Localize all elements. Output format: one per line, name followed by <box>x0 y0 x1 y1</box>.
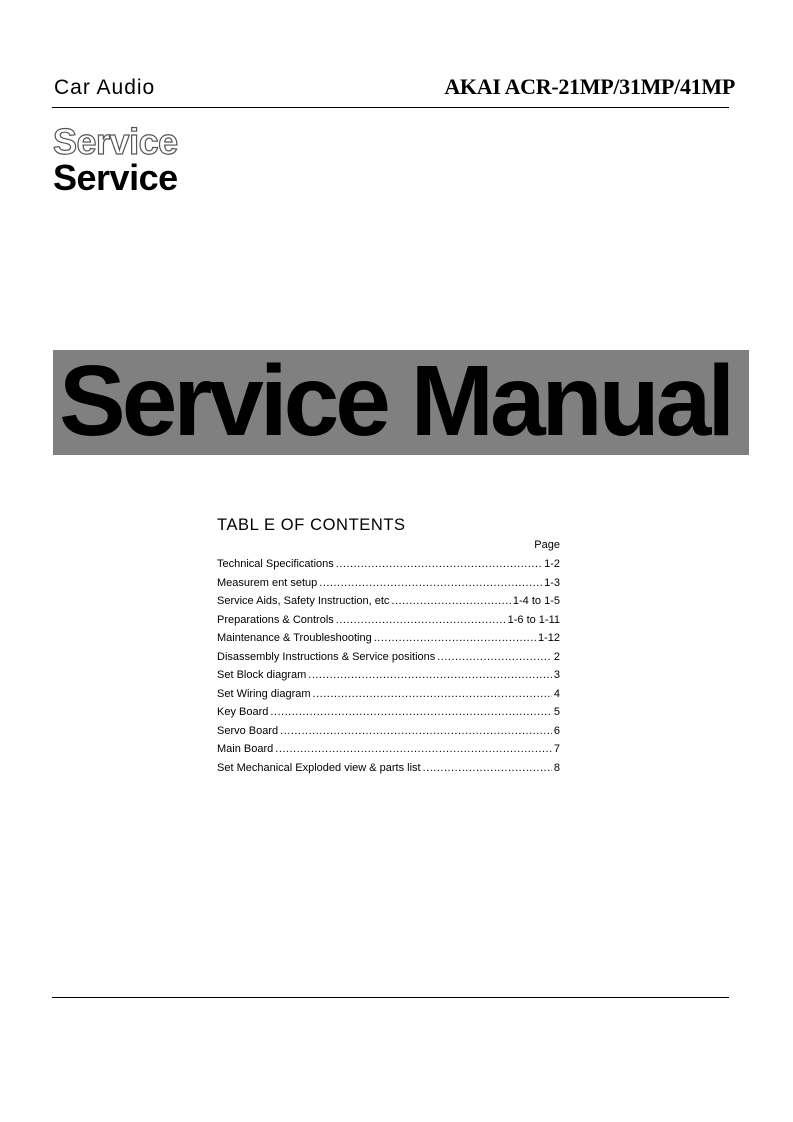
footer-divider <box>52 997 729 998</box>
toc-entry-page: 1-12 <box>537 632 560 644</box>
toc-entry[interactable] <box>217 725 560 744</box>
table-of-contents <box>217 516 560 780</box>
toc-entry[interactable] <box>217 651 560 670</box>
toc-entry-label: Measurem ent setup <box>217 576 318 589</box>
toc-dot-leader <box>374 632 536 644</box>
header-divider <box>52 107 729 108</box>
category-label: Car Audio <box>54 76 156 99</box>
toc-dot-leader <box>423 762 552 774</box>
toc-dot-leader <box>270 706 552 718</box>
toc-dot-leader <box>280 725 552 737</box>
toc-entry-label: Preparations & Controls <box>217 613 334 626</box>
toc-list <box>217 558 560 780</box>
toc-dot-leader <box>275 743 552 755</box>
toc-entry[interactable] <box>217 669 560 688</box>
toc-entry-label: Set Wiring diagram <box>217 687 311 700</box>
toc-entry-page: 6 <box>553 724 560 737</box>
toc-entry-page: 3 <box>553 669 560 681</box>
toc-title: TABL E OF CONTENTS <box>217 516 406 534</box>
toc-entry-page: 2 <box>553 650 560 663</box>
toc-dot-leader <box>313 688 552 700</box>
toc-entry[interactable] <box>217 558 560 577</box>
toc-entry-label: Disassembly Instructions & Service positions <box>217 650 436 663</box>
toc-entry-label: Set Block diagram <box>217 669 307 681</box>
logo-outline-word: Service <box>53 121 178 162</box>
toc-dot-leader <box>308 669 552 681</box>
toc-entry-label: Service Aids, Safety Instruction, etc <box>217 595 390 607</box>
toc-entry[interactable] <box>217 762 560 781</box>
toc-dot-leader <box>437 651 552 663</box>
toc-entry[interactable] <box>217 614 560 633</box>
toc-entry[interactable] <box>217 632 560 651</box>
toc-entry[interactable] <box>217 688 560 707</box>
title-banner <box>53 350 749 455</box>
toc-entry-page: 8 <box>553 761 560 774</box>
toc-dot-leader <box>391 595 510 607</box>
toc-entry-page: 5 <box>553 706 560 718</box>
toc-entry-label: Technical Specifications <box>217 558 334 570</box>
model-number: AKAI ACR-21MP/31MP/41MP <box>444 74 735 99</box>
toc-entry-page: 4 <box>553 687 560 700</box>
toc-entry[interactable] <box>217 706 560 725</box>
toc-entry-page: 1-3 <box>544 576 560 589</box>
toc-entry-label: Set Mechanical Exploded view & parts list <box>217 761 421 774</box>
toc-entry-page: 7 <box>553 743 560 755</box>
toc-entry[interactable] <box>217 595 560 614</box>
toc-entry-page: 1-4 to 1-5 <box>512 595 560 607</box>
toc-entry[interactable] <box>217 743 560 762</box>
toc-dot-leader <box>336 558 542 570</box>
toc-page-column-header: Page <box>534 539 560 551</box>
toc-entry-page: 1-2 <box>544 558 560 570</box>
toc-dot-leader <box>336 614 506 626</box>
toc-entry[interactable] <box>217 577 560 596</box>
toc-dot-leader <box>319 577 542 589</box>
banner-title: Service Manual <box>59 350 732 455</box>
toc-entry-label: Main Board <box>217 743 274 755</box>
logo-solid-word: Service <box>53 157 178 198</box>
toc-entry-label: Key Board <box>217 706 269 718</box>
toc-entry-page: 1-6 to 1-11 <box>507 613 560 626</box>
toc-entry-label: Servo Board <box>217 724 279 737</box>
toc-entry-label: Maintenance & Troubleshooting <box>217 632 372 644</box>
